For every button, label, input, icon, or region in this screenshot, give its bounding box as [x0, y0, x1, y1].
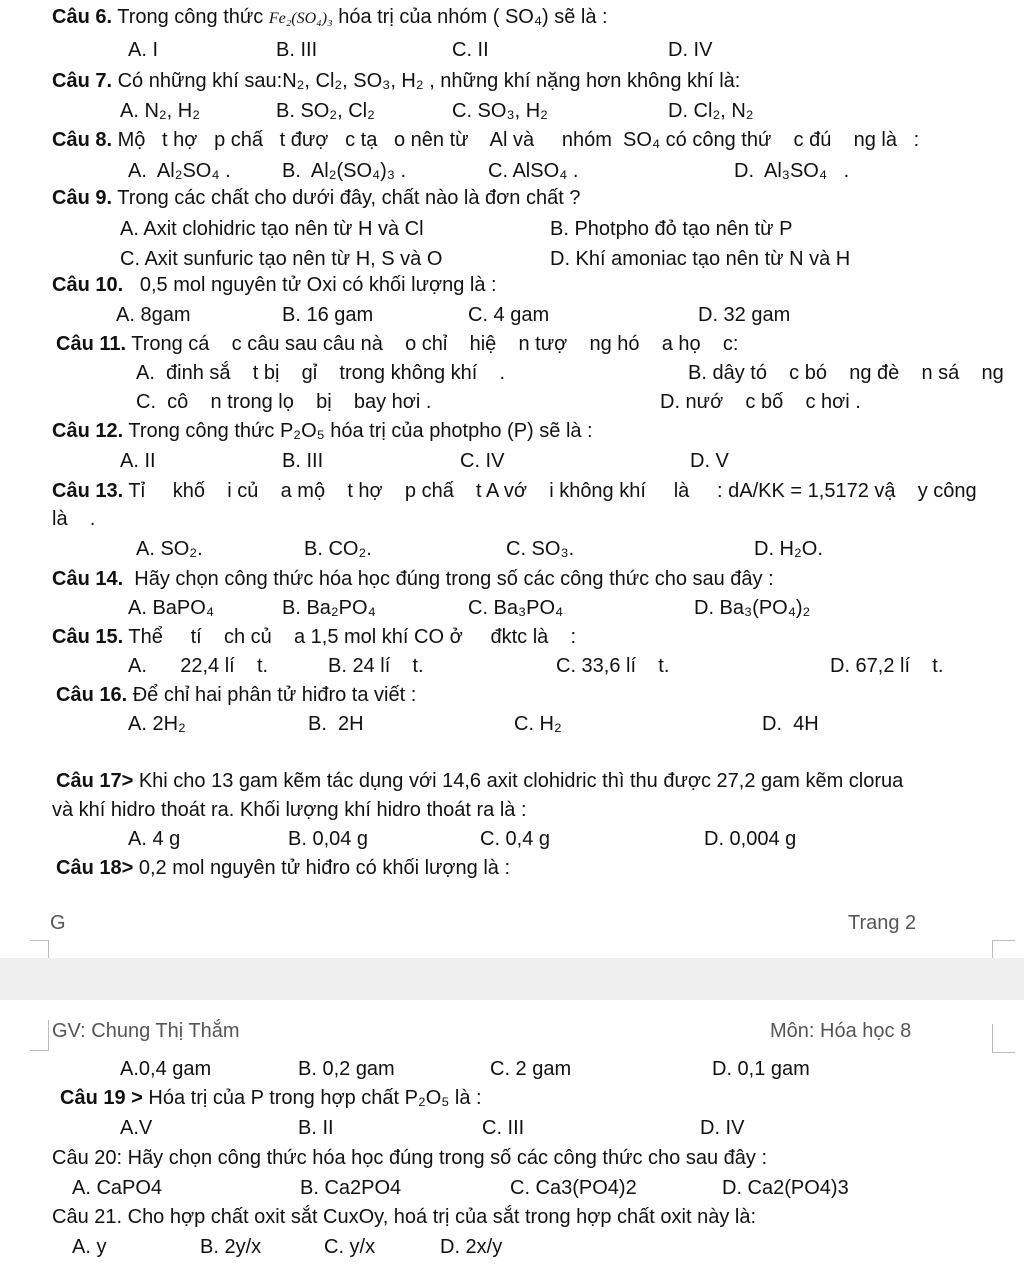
option-c: C. SO₃, H₂	[452, 100, 548, 122]
option-c: C. Ca3(PO4)2	[510, 1177, 637, 1199]
option-a: A. y	[72, 1236, 107, 1258]
option-d: D. 2x/y	[440, 1236, 503, 1258]
question-7: Câu 7. Có những khí sau:N₂, Cl₂, SO₃, H₂ , những khí nặng hơn không khí là:	[52, 70, 741, 92]
option-b: B. 2y/x	[200, 1236, 262, 1258]
option-a: A. CaPO4	[72, 1177, 163, 1199]
question-17-continued: và khí hidro thoát ra. Khối lượng khí hidro thoát ra là :	[52, 799, 527, 821]
footer-left: G	[50, 912, 66, 934]
option-d: D. 32 gam	[698, 304, 791, 326]
option-b: B. III	[282, 450, 324, 472]
option-a: A. 4 g	[128, 828, 181, 850]
crop-mark	[30, 1020, 49, 1051]
option-a: A. 22,4 lí t.	[128, 655, 269, 677]
option-d: D. H₂O.	[754, 538, 823, 560]
option-d: D. 0,004 g	[704, 828, 797, 850]
option-c: C. y/x	[324, 1236, 376, 1258]
option-a: A.V	[120, 1117, 153, 1139]
option-a: A. BaPO₄	[128, 597, 214, 619]
question-10: Câu 10. 0,5 mol nguyên tử Oxi có khối lượng là :	[52, 274, 497, 296]
option-d: D. IV	[668, 39, 713, 61]
option-a: A. 8gam	[116, 304, 191, 326]
option-b: B. 0,2 gam	[298, 1058, 395, 1080]
option-c: C. cô n trong lọ bị bay hơi .	[136, 391, 432, 413]
option-c: C. H₂	[514, 713, 562, 735]
option-c: C. II	[452, 39, 489, 61]
crop-mark	[992, 1024, 1015, 1053]
option-b: B. 16 gam	[282, 304, 374, 326]
question-9: Câu 9. Trong các chất cho dưới đây, chất nào là đơn chất ?	[52, 187, 581, 209]
document-page-2	[0, 1000, 1024, 1280]
option-a: A. SO₂.	[136, 538, 203, 560]
option-c: C. Axit sunfuric tạo nên từ H, S và O	[120, 248, 443, 270]
option-b: B. Ca2PO4	[300, 1177, 402, 1199]
option-d: D. Al₃SO₄ .	[734, 160, 850, 182]
option-b: B. II	[298, 1117, 334, 1139]
crop-mark	[992, 940, 1015, 959]
option-d: D. V	[690, 450, 729, 472]
option-a: A.0,4 gam	[120, 1058, 212, 1080]
question-label: Câu 6.	[52, 6, 113, 28]
option-a: A. 2H₂	[128, 713, 186, 735]
option-b: B. Ba₂PO₄	[282, 597, 376, 619]
page-number: Trang 2	[848, 912, 917, 934]
option-d: D. nướ c bố c hơi .	[660, 391, 861, 413]
option-d: D. Cl₂, N₂	[668, 100, 754, 122]
option-a: A. Al₂SO₄ .	[128, 160, 231, 182]
question-13: Câu 13. Tỉ khố i củ a mộ t hợ p chấ t A vớ i không khí là : dA/KK = 1,5172 vậ y công	[52, 480, 977, 502]
option-b: B. SO₂, Cl₂	[276, 100, 375, 122]
option-b: B. 24 lí t.	[328, 655, 424, 677]
option-a: A. đinh sắ t bị gỉ trong không khí .	[136, 362, 506, 384]
option-d: D. Khí amoniac tạo nên từ N và H	[550, 248, 851, 270]
option-c: C. III	[482, 1117, 525, 1139]
option-d: D. IV	[700, 1117, 745, 1139]
option-b: B. 2H	[308, 713, 364, 735]
option-d: D. Ba₃(PO₄)₂	[694, 597, 811, 619]
option-a: A. Axit clohidric tạo nên từ H và Cl	[120, 218, 424, 240]
option-d: D. 67,2 lí t.	[830, 655, 944, 677]
question-20: Câu 20: Hãy chọn công thức hóa học đúng trong số các công thức cho sau đây :	[52, 1147, 768, 1169]
option-a: A. II	[120, 450, 156, 472]
question-6: Câu 6. Trong công thức Fe₂(SO₄)₃ hóa trị của nhóm ( SO₄) sẽ là :	[52, 6, 608, 28]
option-c: C. 2 gam	[490, 1058, 572, 1080]
option-c: C. 33,6 lí t.	[556, 655, 670, 677]
question-15: Câu 15. Thể tí ch củ a 1,5 mol khí CO ở đktc là :	[52, 626, 577, 648]
question-19: Câu 19 > Hóa trị của P trong hợp chất P₂O₅ là :	[60, 1087, 482, 1109]
question-14: Câu 14. Hãy chọn công thức hóa học đúng trong số các công thức cho sau đây :	[52, 568, 774, 590]
option-b: B. III	[276, 39, 318, 61]
option-d: D. 4H	[762, 713, 819, 735]
question-8: Câu 8. Mộ t hợ p chấ t đượ c tạ o nên từ Al và nhóm SO₄ có công thứ c đú ng là :	[52, 129, 920, 151]
subject-name: Môn: Hóa học 8	[770, 1020, 912, 1042]
option-c: C. Ba₃PO₄	[468, 597, 564, 619]
option-a: A. I	[128, 39, 159, 61]
question-18: Câu 18> 0,2 mol nguyên tử hiđro có khối lượng là :	[56, 857, 511, 879]
option-b: B. 0,04 g	[288, 828, 369, 850]
option-b: B. Photpho đỏ tạo nên từ P	[550, 218, 793, 240]
page-break	[0, 958, 1024, 1000]
teacher-name: GV: Chung Thị Thắm	[52, 1020, 240, 1042]
option-c: C. 0,4 g	[480, 828, 551, 850]
question-11: Câu 11. Trong cá c câu sau câu nà o chỉ hiệ n tượ ng hó a họ c:	[56, 333, 739, 355]
option-b: B. CO₂.	[304, 538, 372, 560]
option-c: C. AlSO₄ .	[488, 160, 579, 182]
option-c: C. SO₃.	[506, 538, 575, 560]
question-13-continued: là .	[52, 508, 96, 530]
option-d: D. 0,1 gam	[712, 1058, 810, 1080]
question-17: Câu 17> Khi cho 13 gam kẽm tác dụng với 14,6 axit clohidric thì thu được 27,2 gam kẽm clorua	[56, 770, 904, 792]
formula: Fe₂(SO₄)₃	[268, 10, 333, 27]
option-d: D. Ca2(PO4)3	[722, 1177, 849, 1199]
option-c: C. IV	[460, 450, 505, 472]
question-21: Câu 21. Cho hợp chất oxit sắt CuxOy, hoá trị của sắt trong hợp chất oxit này là:	[52, 1206, 757, 1228]
option-c: C. 4 gam	[468, 304, 550, 326]
crop-mark	[30, 940, 49, 959]
question-16: Câu 16. Để chỉ hai phân tử hiđro ta viết :	[56, 684, 417, 706]
question-12: Câu 12. Trong công thức P₂O₅ hóa trị của photpho (P) sẽ là :	[52, 420, 593, 442]
option-b: B. Al₂(SO₄)₃ .	[282, 160, 407, 182]
option-a: A. N₂, H₂	[120, 100, 200, 122]
option-b: B. dây tó c bó ng đè n sá ng	[688, 362, 1004, 384]
